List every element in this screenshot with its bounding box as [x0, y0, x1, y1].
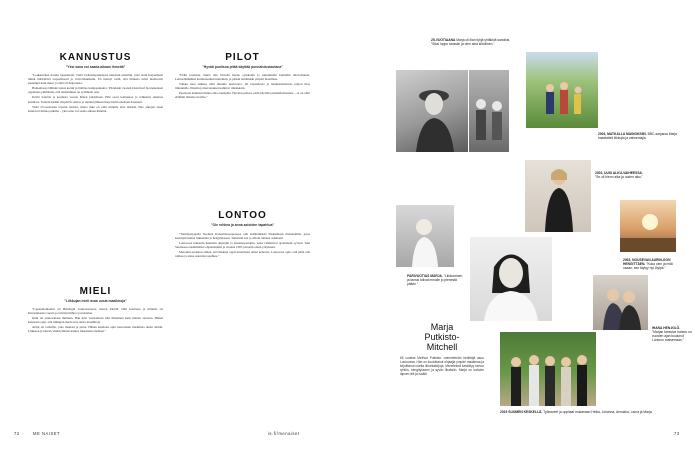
photo-ihana-henkilo	[593, 275, 648, 330]
name-line-1: Marja	[430, 322, 454, 332]
right-footer	[674, 431, 680, 436]
caption-2003b-bold: 2003, NOUSEVAN AURIN-GON HENGITTÄEN.	[623, 258, 671, 267]
caption-2019-text: Työkaverit ja oppilaat mukanaan Helka, Johanna, Annukka, Laura ja Marja.	[542, 410, 653, 414]
mieli-paragraph: "Lapsuudenkotini oli Helsingin Lauttasaaressa, meren äärellä. Olin koulussa ja minulla oli harrastuksena vuoria ja talvisin hiihtoa ja luistelua.	[28, 307, 163, 316]
portrait-icon	[470, 237, 552, 321]
mieli-heading: MIELI	[79, 286, 112, 297]
caption-parivuotias-bold: PARIVUOTIAS MARJA.	[407, 274, 443, 278]
couple-icon	[593, 275, 648, 330]
caption-ihana	[652, 326, 692, 342]
caption-parivuotias-text: "Liikkuminen ja tanssi tulivat minulle jo pienestä pitäen."	[407, 274, 463, 287]
photo-2003-green-hills	[526, 52, 598, 128]
caption-2003-text: BBC-sarjassa Marja haastatteli liikkujia ja valmentajia.	[598, 132, 677, 141]
mieli-paragraph: Aitini oli taiteilija, joka maalasi ja piirsi. Hänen kauttaan opin katsomaan maailmaa uusin silmin. Liikkeen ja taiteen yhdistyminen kulkee mukanani edelleen."	[28, 325, 163, 334]
family-figures-icon	[526, 52, 598, 128]
name-line-3: Mitchell	[426, 342, 458, 352]
kannustus-body	[28, 73, 163, 278]
name-card	[400, 322, 484, 416]
caption-top	[431, 38, 515, 46]
mieli-body	[28, 307, 163, 415]
portrait-silhouette-icon	[396, 70, 468, 152]
pilot-subtitle: "Hyvää puolisoa pitää käyttää ponnahduslautana"	[202, 65, 283, 69]
kannustus-subtitle: "Yksi sana voi saada aikaan ihmeitä"	[65, 65, 126, 69]
group-silhouette-icon	[469, 70, 509, 152]
kannustus-paragraph: Kävin balettia ja koulusta vuosia hänen johdollaan. Hän osasi kannustaa ja rohkaista oikeissa kohdissa. Tanssin kaikki iltapäivät salissa ja tuntien jälkeen harjoittelin edelleen itsekseni.	[28, 95, 163, 104]
left-footer	[14, 431, 60, 436]
lontoo-heading: LONTOO	[218, 210, 267, 221]
caption-2002	[595, 171, 645, 179]
kannustus-paragraph: Vielä 23-vuotiaana lopetin tanssin, mutta liike on ollut minulle aina tärkeää. Nuo aikojen sanat kantoivat minua pitkälle – yksi sana voi saada aikaan ihmeitä.	[28, 104, 163, 113]
lontoo-body	[175, 232, 310, 415]
photo-young-woman-hat	[396, 70, 468, 152]
name-line-2: Putkisto-	[424, 332, 460, 342]
name-card-bio: 65 vuotias Method Putkisto -menetelmän kehittäjä asuu Lontoossa. Hän on kouluttanut ohjaajia ympäri maailmaa ja kirjoittanut useita liikuntakirjoja. Menetelmä keskittyy kehon ryhtiin, hengitykseen ja syviin lihaksiin. Marja on kahden lapsen äiti ja isoäiti.	[400, 356, 484, 376]
sun-icon	[620, 200, 676, 252]
caption-2002-text: "Se oli hieno aika ja uuden alku."	[595, 175, 643, 180]
pilot-paragraph: Vaikka tuon leikkaa ollut minulle uusiavarta, jäi vapaudessa ja matkustamisessa paljon tilaa liikunnalle. Ilmailu ja harrastukset kulkivat rinnakkain.	[175, 82, 310, 91]
magazine-url: is.fi/menaiset	[268, 431, 300, 436]
caption-2002-bold: 2002, UUSI ALKU-VAIHEESSA.	[595, 171, 643, 175]
lontoo-paragraph: Metodini perustuu siihen, että liikkuja oppii tuntemaan oman kehonsa. Lontoossa opin, että pitää olla rohkea ja antaa asioiden tapahtua."	[175, 250, 310, 259]
kannustus-paragraph: Haluamassa lähinnä tanssi kotiin ja hallitse kumppanuutta. Yhdeksän vuoden iässä Karl Kornakosken oppilaana ymmärsin, että tanssiminen on sydämeni asia.	[28, 86, 163, 95]
photo-toddler	[396, 205, 454, 267]
photo-group-outdoors	[469, 70, 509, 152]
caption-2003	[598, 132, 680, 140]
middle-footer	[268, 431, 299, 436]
lontoo-subtitle: "Ole rohkea ja anna asioiden tapahtua"	[210, 223, 275, 227]
caption-top-bold: 25-VUOTIAANA	[431, 38, 456, 42]
photo-2003-sunrise	[620, 200, 676, 252]
caption-top-text: Marja oli liian tyhjä yhtäkkiä sanoiksi. "Siksi loppu tanssiin ja olen aina kiitollinen."	[431, 38, 511, 47]
caption-2019-bold: 2019 SUOMEN KESKELLÄ.	[500, 410, 543, 414]
kannustus-paragraph: "Loukkaviksi sivuttu lapsuuttani. Vielä varhaislapsuudessa tutustuin sanoihin, joita vielä korjaamaan minut määrittävä tarpeellisesti ja velvollisuuksiin. En tiennyt vielä, että minusta tulisi luultavasti pienempi kuin muut, ja siitä oli helpotusta.	[28, 73, 163, 86]
child-icon	[396, 205, 454, 267]
kannustus-heading: KANNUSTUS	[59, 52, 132, 63]
pilot-paragraph: "Pidin koulusta, mutta olin hirveän huono opiskelija ja suunnittelin kotiäidin tulevaisuutta. Lentoemännäksi kouluttauduin kuitenkin, ja pääsin lentämään ympäri maailmaa.	[175, 73, 310, 82]
pilot-paragraph: Puolisoni kannusti minua aina eteenpäin. Hyvää puolisoa pitää käyttää ponnahduslautana – se on ollut elämäni tärkein oivallus."	[175, 91, 310, 100]
caption-ihana-text: "Marjan tanssiva hahmo on vuosien ajan kuulunut Lontoon maisemaan."	[652, 330, 692, 343]
pilot-body	[175, 73, 310, 203]
group-of-women-icon	[500, 332, 596, 406]
caption-parivuotias	[407, 274, 465, 286]
caption-2003b	[623, 258, 679, 270]
photo-studio-portrait	[525, 160, 591, 232]
woman-black-outfit-icon	[525, 160, 591, 232]
caption-ihana-bold: IHANA HEN-KILÖ.	[652, 326, 681, 330]
mieli-subtitle: "Liikkujan mieli avaa uusia maailmoja"	[64, 299, 127, 303]
caption-2003-bold: 2003, MATKALLA MAINOKSIIN.	[598, 132, 647, 136]
magazine-name: ME NAISET	[33, 431, 61, 436]
photo-main-portrait	[470, 237, 552, 321]
lontoo-paragraph: "Tanssipetjagalla Suomen Kansallisoopperassa olin kehittämässä liikkumisen menetelmää, jossa keskityin kehon liikkeisiin ja hengitykseen. Tunnistin sen jo silloin omaksi asiakseni.	[175, 232, 310, 241]
photo-2019-group	[500, 332, 596, 406]
page-number-right: 73	[674, 431, 680, 436]
lontoo-paragraph: Lontoossa tutustuin lukuisiin ohjaajiin ja tanssinopettajiin, jotka vaikuttivat ajatteluuni syvästi. Tein Suomessa ensimmäiset ohjaustuntini ja vuonna 1985 perustin oman yritykseni.	[175, 241, 310, 250]
caption-2019	[500, 410, 676, 414]
pilot-heading: PILOT	[225, 52, 260, 63]
mieli-paragraph: Isäni oli rennosanaan ihminen. Hän kävi vastaamaan niin liikunnan kuin mielen asioissa. Hänen kanssaan opin, että liikkujan mieli avaa uusia maailmoja.	[28, 316, 163, 325]
page-number-left: 72	[14, 431, 20, 436]
caption-2003b-text: "Kuka olen ja mitä osaan, sen täytyy nyt löytyä."	[623, 262, 673, 271]
